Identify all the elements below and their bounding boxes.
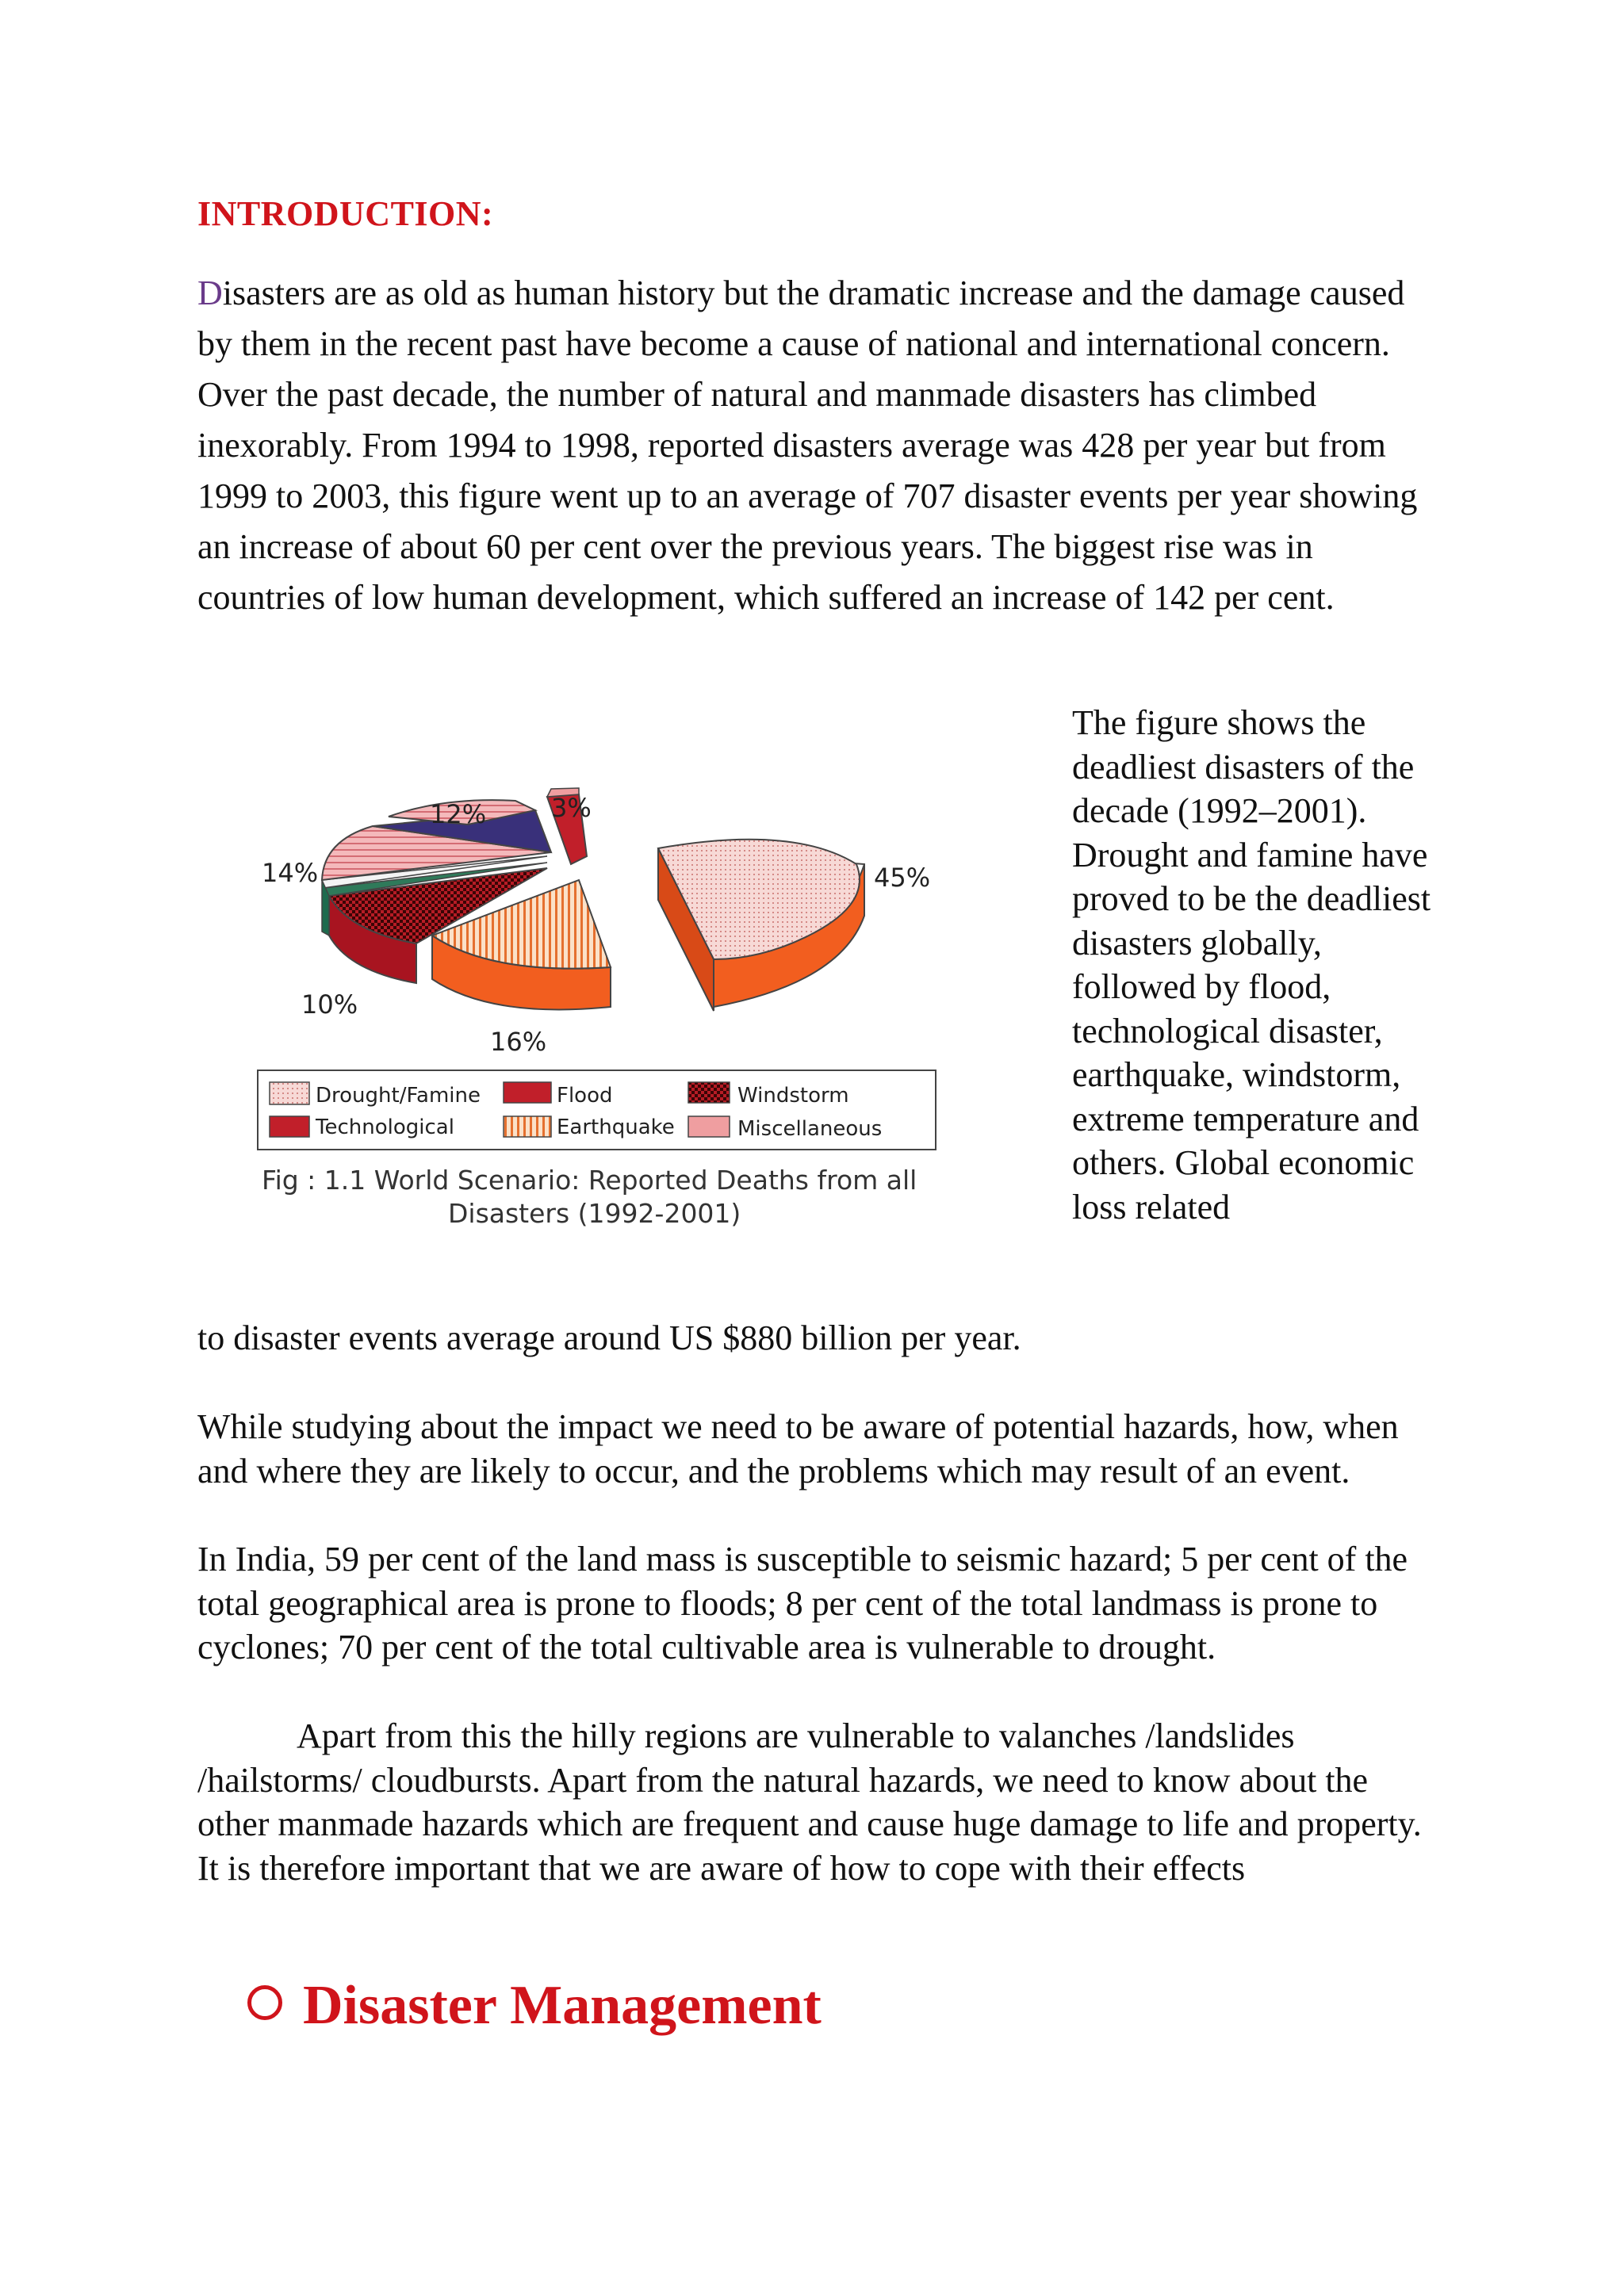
- dropcap-letter: D: [197, 274, 223, 312]
- label-16: 16%: [490, 1027, 547, 1057]
- label-14: 14%: [262, 858, 319, 888]
- legend-swatch-earthquake: [504, 1116, 551, 1137]
- figure-side-text: The figure shows the deadliest disasters of the decade (1992–2001). Drought and famine have proved to be the deadliest disasters globally, followed by flood, technological disaster, earthquake, windstorm, extreme temperature and others. Global economic loss related: [1072, 703, 1431, 1226]
- hazards-paragraph: While studying about the impact we need to be aware of potential hazards, how, when and where they are likely to occur, and the problems which may result of an event.: [197, 1407, 1399, 1490]
- legend-swatch-flood: [504, 1082, 551, 1103]
- circle-bullet-icon: [247, 1985, 282, 2020]
- continuation-line: to disaster events average around US $880 billion per year.: [197, 1318, 1021, 1357]
- pie-chart: [238, 777, 952, 1269]
- intro-paragraph: [197, 268, 1442, 623]
- label-10: 10%: [301, 989, 358, 1020]
- legend-flood: Flood: [557, 1084, 613, 1108]
- figure-caption-line2: Disasters (1992-2001): [448, 1198, 741, 1229]
- legend-swatch-miscellaneous: [688, 1116, 730, 1137]
- label-12: 12%: [430, 799, 487, 829]
- section-title: [247, 1974, 822, 2038]
- legend-earthquake: Earthquake: [557, 1115, 675, 1139]
- legend-swatch-technological: [270, 1116, 309, 1137]
- legend-drought-famine: Drought/Famine: [316, 1084, 481, 1108]
- india-paragraph: In India, 59 per cent of the land mass is susceptible to seismic hazard; 5 per cent of the total geographical area is prone to floods; 8 per cent of the total landmass is prone to cyclones; 70 per cent of the total cultivable area is vulnerable to drought.: [197, 1540, 1408, 1667]
- intro-heading: INTRODUCTION:: [197, 194, 494, 233]
- pie-chart-figure: [238, 777, 952, 1269]
- figure-caption-line1: Fig : 1.1 World Scenario: Reported Deaths from all: [262, 1165, 917, 1196]
- legend-miscellaneous: Miscellaneous: [737, 1117, 883, 1141]
- intro-text: isasters are as old as human history but the dramatic increase and the damage caused by them in the recent past have become a cause of national and international concern. Over the past decade, the number of natural and manmade disasters has climbed inexorably. From 1994 to 1998, reported disasters average was 428 per year but from 1999 to 2003, this figure went up to an average of 707 disaster events per year showing an increase of about 60 per cent over the previous years. The biggest rise was in countries of low human development, which suffered an increase of 142 per cent.: [197, 274, 1418, 617]
- section-title-text: Disaster Management: [303, 1975, 822, 2036]
- label-3: 3%: [551, 793, 592, 823]
- manmade-paragraph: Apart from this the hilly regions are vulnerable to valanches /landslides /hailstorms/ cloudbursts. Apart from the natural hazards, we need to know about the other manmade hazards which are frequent and cause huge damage to life and property. It is therefore important that we are aware of how to cope with their effects: [197, 1716, 1422, 1888]
- legend-swatch-windstorm: [688, 1082, 730, 1103]
- legend-technological: Technological: [316, 1115, 454, 1139]
- label-45: 45%: [874, 863, 931, 893]
- legend-swatch-drought: [270, 1082, 309, 1104]
- legend-windstorm: Windstorm: [737, 1084, 849, 1108]
